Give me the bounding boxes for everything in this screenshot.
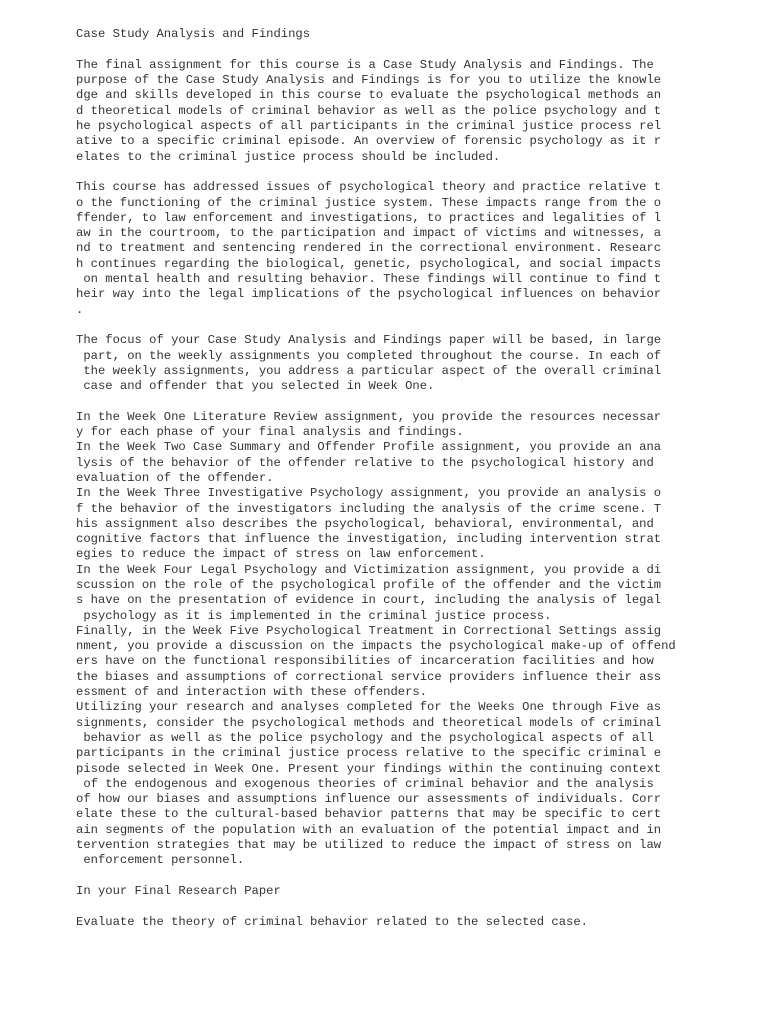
- paragraph-spacer: [76, 318, 676, 333]
- text-line: ffender, to law enforcement and investigations, to practices and legalities of l: [76, 210, 662, 225]
- text-line: the weekly assignments, you address a particular aspect of the overall criminal: [76, 363, 662, 378]
- paragraph: [76, 180, 676, 318]
- text-line: ain segments of the population with an evaluation of the potential impact and in: [76, 822, 662, 837]
- text-line: f the behavior of the investigators including the analysis of the crime scene. T: [76, 501, 662, 516]
- text-line: In your Final Research Paper: [76, 883, 281, 898]
- text-line: purpose of the Case Study Analysis and Findings is for you to utilize the knowle: [76, 73, 662, 88]
- text-line: Evaluate the theory of criminal behavior related to the selected case.: [76, 914, 588, 929]
- paragraph: [76, 333, 676, 394]
- text-line: h continues regarding the biological, genetic, psychological, and social impacts: [76, 256, 662, 271]
- paragraph: [76, 410, 676, 869]
- text-line: elate these to the cultural-based behavior patterns that may be specific to cert: [76, 807, 662, 822]
- text-line: Utilizing your research and analyses completed for the Weeks One through Five as: [76, 700, 662, 715]
- document-title: Case Study Analysis and Findings: [76, 27, 311, 42]
- paragraph-spacer: [76, 899, 676, 914]
- text-line: evaluation of the offender.: [76, 470, 274, 485]
- text-line: lysis of the behavior of the offender relative to the psychological history and: [76, 455, 654, 470]
- text-line: In the Week Four Legal Psychology and Victimization assignment, you provide a di: [76, 562, 662, 577]
- paragraph: [76, 884, 676, 899]
- text-line: cognitive factors that influence the investigation, including intervention strat: [76, 532, 662, 547]
- text-line: y for each phase of your final analysis and findings.: [76, 425, 464, 440]
- missing-glyph-icon: [76, 12, 676, 27]
- text-line: the biases and assumptions of correctional service providers influence their ass: [76, 669, 662, 684]
- paragraph-spacer: [76, 43, 676, 58]
- text-line: of how our biases and assumptions influence our assessments of individuals. Corr: [76, 792, 662, 807]
- text-line: o the functioning of the criminal justice system. These impacts range from the o: [76, 195, 662, 210]
- text-line: In the Week One Literature Review assignment, you provide the resources necessar: [76, 409, 662, 424]
- paragraph-spacer: [76, 165, 676, 180]
- text-line: .: [76, 302, 84, 317]
- text-line: pisode selected in Week One. Present your findings within the continuing context: [76, 761, 662, 776]
- text-line: s have on the presentation of evidence in court, including the analysis of legal: [76, 593, 662, 608]
- text-line: This course has addressed issues of psychological theory and practice relative t: [76, 180, 662, 195]
- text-line: case and offender that you selected in Week One.: [76, 379, 435, 394]
- text-line: egies to reduce the impact of stress on law enforcement.: [76, 547, 486, 562]
- text-line: aw in the courtroom, to the participation and impact of victims and witnesses, a: [76, 226, 662, 241]
- text-line: part, on the weekly assignments you completed throughout the course. In each of: [76, 348, 662, 363]
- document-body: [76, 43, 676, 930]
- paragraph-spacer: [76, 394, 676, 409]
- text-line: signments, consider the psychological methods and theoretical models of criminal: [76, 715, 662, 730]
- text-line: nment, you provide a discussion on the impacts the psychological make-up of offend: [76, 639, 676, 654]
- text-line: he psychological aspects of all participants in the criminal justice process rel: [76, 119, 662, 134]
- text-line: ers have on the functional responsibilities of incarceration facilities and how: [76, 654, 654, 669]
- text-line: Finally, in the Week Five Psychological Treatment in Correctional Settings assig: [76, 623, 662, 638]
- document-page: [76, 12, 676, 930]
- text-line: ative to a specific criminal episode. An overview of forensic psychology as it r: [76, 134, 662, 149]
- text-line: In the Week Three Investigative Psychology assignment, you provide an analysis o: [76, 486, 662, 501]
- text-line: participants in the criminal justice process relative to the specific criminal e: [76, 746, 662, 761]
- text-line: essment of and interaction with these offenders.: [76, 685, 428, 700]
- text-line: heir way into the legal implications of the psychological influences on behavior: [76, 287, 662, 302]
- text-line: The focus of your Case Study Analysis and Findings paper will be based, in large: [76, 333, 662, 348]
- text-line: enforcement personnel.: [76, 853, 245, 868]
- text-line: elates to the criminal justice process should be included.: [76, 149, 501, 164]
- paragraph: [76, 915, 676, 930]
- paragraph: [76, 58, 676, 165]
- text-line: behavior as well as the police psychology and the psychological aspects of all: [76, 730, 654, 745]
- text-line: his assignment also describes the psychological, behavioral, environmental, and: [76, 516, 654, 531]
- text-line: In the Week Two Case Summary and Offender Profile assignment, you provide an ana: [76, 440, 662, 455]
- paragraph-spacer: [76, 869, 676, 884]
- text-line: dge and skills developed in this course to evaluate the psychological methods an: [76, 88, 662, 103]
- text-line: tervention strategies that may be utilized to reduce the impact of stress on law: [76, 838, 662, 853]
- text-line: scussion on the role of the psychological profile of the offender and the victim: [76, 577, 662, 592]
- text-line: of the endogenous and exogenous theories of criminal behavior and the analysis: [76, 776, 654, 791]
- text-line: psychology as it is implemented in the criminal justice process.: [76, 608, 552, 623]
- text-line: The final assignment for this course is a Case Study Analysis and Findings. The: [76, 57, 654, 72]
- text-line: d theoretical models of criminal behavior as well as the police psychology and t: [76, 103, 662, 118]
- text-line: on mental health and resulting behavior. These findings will continue to find t: [76, 272, 662, 287]
- text-line: nd to treatment and sentencing rendered in the correctional environment. Researc: [76, 241, 662, 256]
